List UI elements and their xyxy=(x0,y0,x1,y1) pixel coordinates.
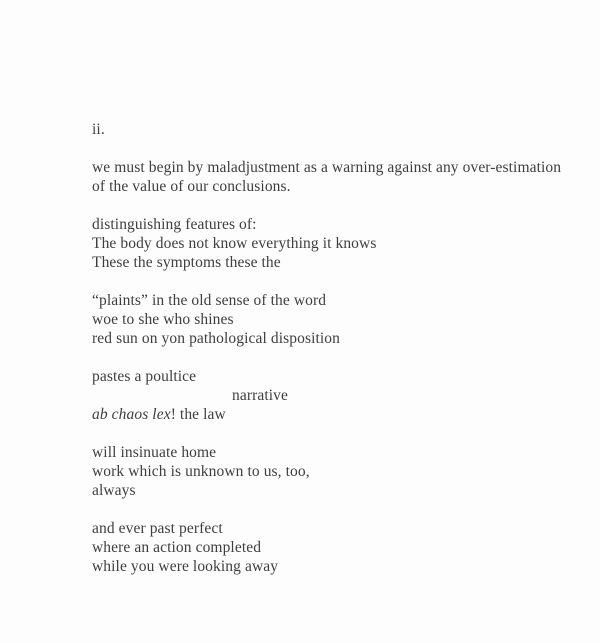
poem-line-segment: work which is unknown to us, too, xyxy=(92,463,310,480)
poem-line xyxy=(92,386,572,405)
poem-line-segment-italic: ab chaos lex xyxy=(92,406,171,423)
poem-line-segment: of the value of our conclusions. xyxy=(92,178,291,195)
poem-line-segment: distinguishing features of: xyxy=(92,216,257,233)
poem-line-segment: “plaints” in the old sense of the word xyxy=(92,292,327,309)
poem-line-segment: pastes a poultice xyxy=(92,368,197,385)
poem-line xyxy=(92,538,572,557)
poem-line-segment: always xyxy=(92,482,136,499)
poem-line xyxy=(92,405,572,424)
stanza xyxy=(92,291,572,348)
stanza xyxy=(92,443,572,500)
poem-line-segment: while you were looking away xyxy=(92,558,279,575)
poem-line xyxy=(92,519,572,538)
poem-line xyxy=(92,367,572,386)
poem-line xyxy=(92,291,572,310)
poem-line xyxy=(92,234,572,253)
stanza xyxy=(92,215,572,272)
poem-line-segment: woe to she who shines xyxy=(92,311,234,328)
poem-line xyxy=(92,253,572,272)
poem-line xyxy=(92,557,572,576)
poem-line xyxy=(92,310,572,329)
poem-line-segment: we must begin by maladjustment as a warning against any over-estimation xyxy=(92,159,562,176)
poem-line xyxy=(92,443,572,462)
poem-line-segment: red sun on yon pathological disposition xyxy=(92,330,341,347)
poem xyxy=(92,120,572,595)
poem-line-segment: ! the law xyxy=(170,406,226,423)
stanza xyxy=(92,367,572,424)
poem-line xyxy=(92,481,572,500)
poem-line xyxy=(92,215,572,234)
poem-line xyxy=(92,158,572,177)
section-number: ii. xyxy=(92,121,105,138)
poem-line-segment: and ever past perfect xyxy=(92,520,223,537)
poem-line-segment: narrative xyxy=(232,387,288,404)
poem-line xyxy=(92,177,572,196)
poem-line xyxy=(92,462,572,481)
poem-line xyxy=(92,329,572,348)
poem-line-segment: will insinuate home xyxy=(92,444,217,461)
poem-line-segment: These the symptoms these the xyxy=(92,254,281,271)
poem-line-segment: The body does not know everything it knows xyxy=(92,235,377,252)
poem-line-segment: where an action completed xyxy=(92,539,262,556)
stanza-container xyxy=(92,158,572,576)
stanza xyxy=(92,519,572,576)
stanza xyxy=(92,158,572,196)
